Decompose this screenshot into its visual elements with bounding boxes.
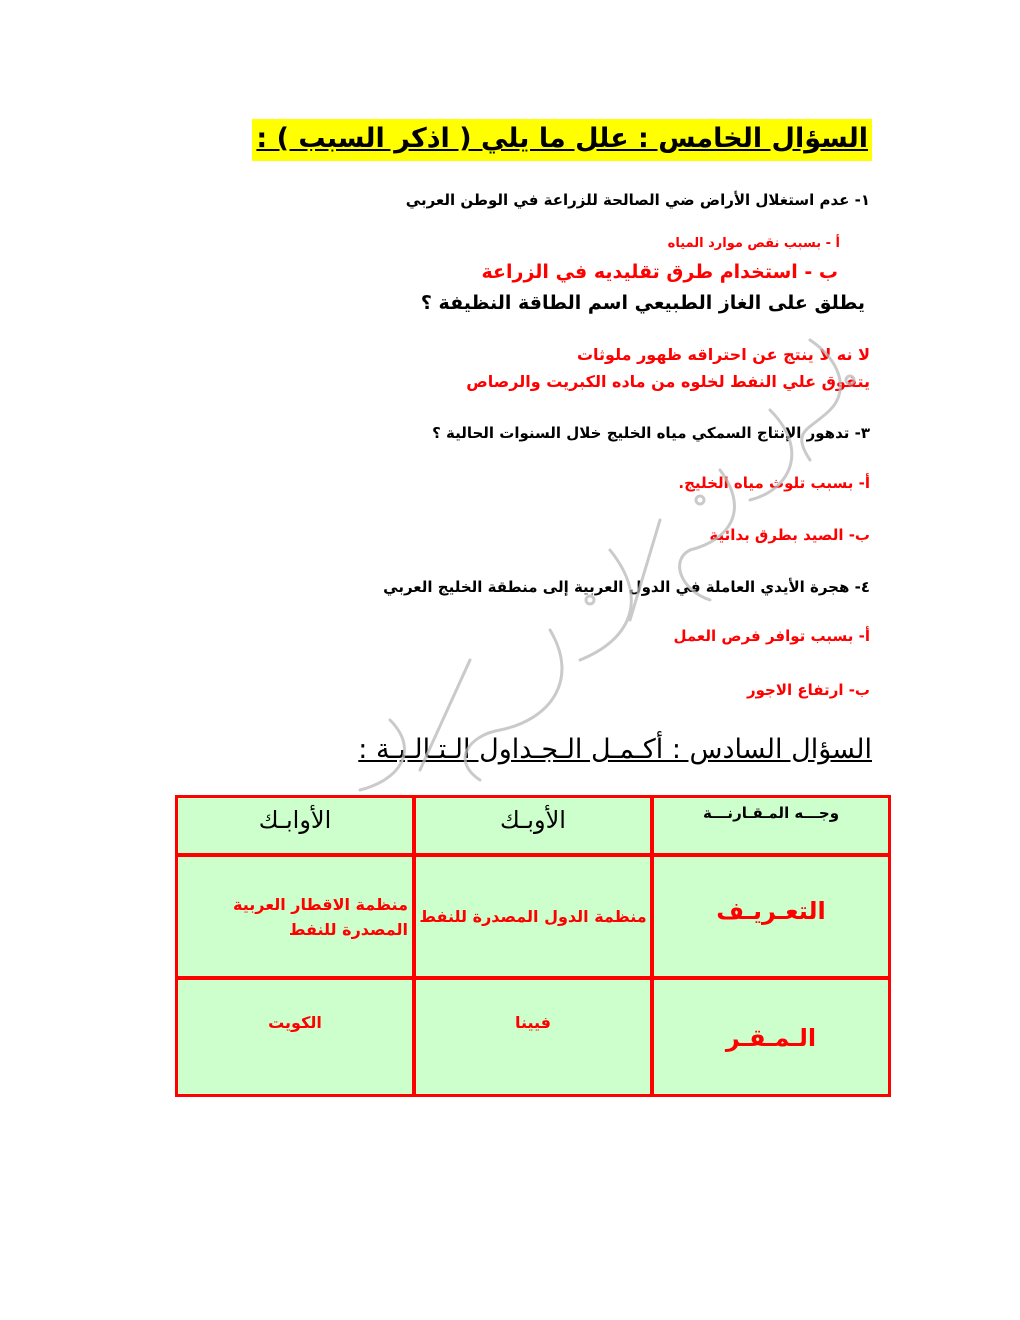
q5-item-4-answer-b: ب- ارتفاع الاجور [747, 681, 870, 699]
header-opec: الأوبـك [415, 797, 651, 854]
cell-oapec-headquarters: الكويت [177, 979, 413, 1095]
question-5-title: السؤال الخامس : علل ما يلي ( اذكر السبب ) : [252, 119, 872, 161]
q5-item-4-answer-a: أ- بسبب توافر فرص العمل [673, 627, 870, 645]
q5-item-1-answer-a: أ - بسبب نقص موارد المياه [667, 236, 840, 251]
q5-item-4: ٤- هجرة الأيدي العاملة في الدول العربية إلى منطقة الخليج العربي [383, 578, 870, 596]
header-oapec: الأوابـك [177, 797, 413, 854]
cell-opec-definition: منظمة الدول المصدرة للنفط [415, 856, 651, 977]
header-comparison-aspect: وجـــه المـقـارنـــة [653, 797, 889, 854]
comparison-table [175, 795, 891, 1097]
q5-item-3-answer-b: ب- الصيد بطرق بدائية [709, 526, 870, 544]
q5-item-3: ٣- تدهور الإنتاج السمكي مياه الخليج خلال السنوات الحالية ؟ [432, 424, 870, 442]
table-row [177, 856, 889, 977]
q5-item-1-answer-b: ب - استخدام طرق تقليديه في الزراعة [481, 261, 838, 283]
q5-item-2-answer-a: لا نه لا ينتج عن احتراقه ظهور ملوثات [576, 345, 870, 364]
cell-opec-headquarters: فيينا [415, 979, 651, 1095]
table-row [177, 979, 889, 1095]
q5-item-2-answer-b: يتفوق علي النفط لخلوه من ماده الكبريت والرصاص [466, 372, 870, 391]
question-6-title: السؤال السادس : أكـمـل الـجـداول الـتـالـيـة : [358, 734, 872, 765]
q5-item-1: ١- عدم استغلال الأراض ضي الصالحة للزراعة في الوطن العربي [405, 191, 870, 209]
cell-oapec-definition: منظمة الاقطار العربية المصدرة للنفط [177, 856, 413, 977]
row-label-headquarters: الـمـقـر [653, 979, 889, 1095]
table-header-row [177, 797, 889, 854]
row-label-definition: التعـريـف [653, 856, 889, 977]
q5-item-2: يطلق على الغاز الطبيعي اسم الطاقة النظيفة ؟ [420, 292, 865, 314]
q5-item-3-answer-a: أ- بسبب تلوث مياه الخليج. [678, 474, 870, 492]
